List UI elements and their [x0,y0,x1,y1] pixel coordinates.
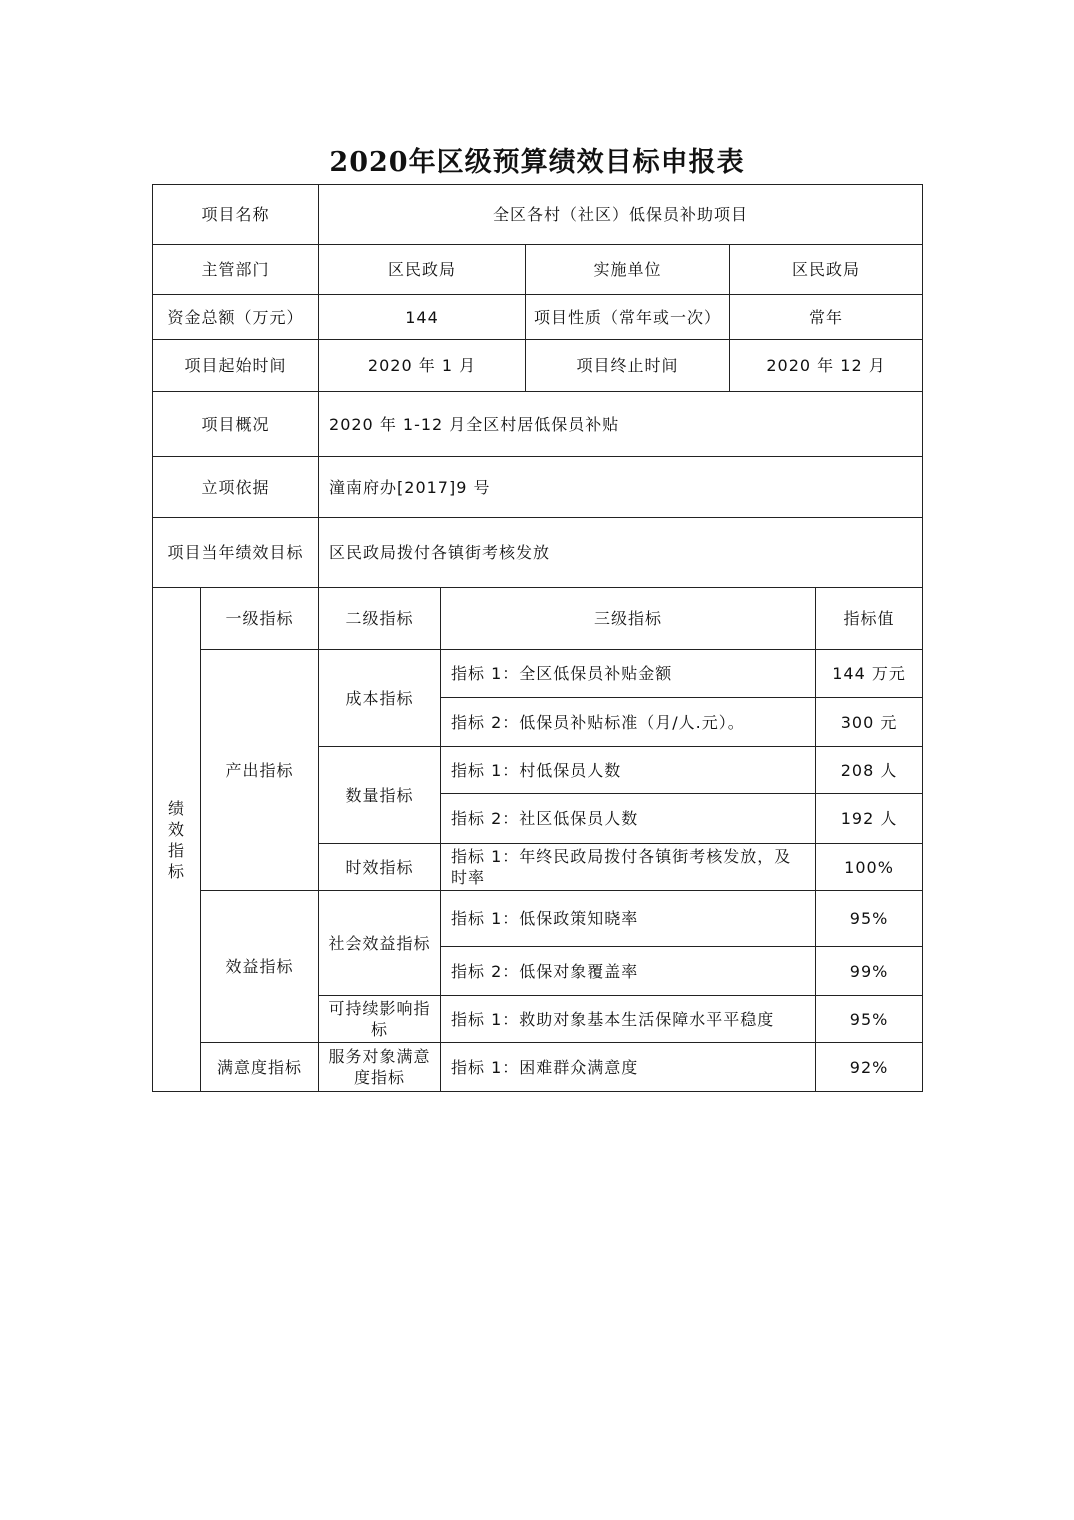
indicator-value: 100% [816,844,923,891]
overview-label: 项目概况 [153,392,319,457]
indicator-text: 指标 1：困难群众满意度 [441,1043,816,1092]
page-title: 2020年区级预算绩效目标申报表 [329,147,745,178]
start-label: 项目起始时间 [153,340,319,392]
fund-value: 144 [319,295,526,340]
satisfaction-indicator-label: 满意度指标 [201,1043,319,1092]
indicator-value: 95% [816,996,923,1043]
performance-form-table [152,184,923,1092]
start-value: 2020 年 1 月 [319,340,526,392]
end-label: 项目终止时间 [526,340,730,392]
indicator-text: 指标 1：救助对象基本生活保障水平平稳度 [441,996,816,1043]
goal-label: 项目当年绩效目标 [153,518,319,588]
indicator-value: 92% [816,1043,923,1092]
row-period [153,340,923,392]
indicator-text: 指标 1：村低保员人数 [441,747,816,794]
dept-label: 主管部门 [153,245,319,295]
row-fund [153,295,923,340]
indicator-text: 指标 2：低保对象覆盖率 [441,947,816,996]
project-name-label: 项目名称 [153,185,319,245]
row-indicator-headers [153,588,923,650]
indicator-text: 指标 2：社区低保员人数 [441,794,816,844]
social-benefit-label: 社会效益指标 [319,891,441,996]
dept-value: 区民政局 [319,245,526,295]
header-level1: 一级指标 [201,588,319,650]
row-department [153,245,923,295]
end-value: 2020 年 12 月 [730,340,923,392]
service-satisfaction-label: 服务对象满意度指标 [319,1043,441,1092]
indicator-text: 指标 1：低保政策知晓率 [441,891,816,947]
fund-label: 资金总额（万元） [153,295,319,340]
row-project-name [153,185,923,245]
basis-value: 潼南府办[2017]9 号 [319,457,923,518]
project-name-value: 全区各村（社区）低保员补助项目 [319,185,923,245]
indicators-group-text: 绩效指标 [168,798,186,881]
benefit-indicator-label: 效益指标 [201,891,319,1043]
cost-indicator-label: 成本指标 [319,650,441,747]
unit-value: 区民政局 [730,245,923,295]
indicator-value: 144 万元 [816,650,923,698]
header-level2: 二级指标 [319,588,441,650]
indicator-row [153,891,923,947]
indicator-row [153,1043,923,1092]
overview-value: 2020 年 1-12 月全区村居低保员补贴 [319,392,923,457]
indicator-value: 95% [816,891,923,947]
indicator-text: 指标 1：全区低保员补贴金额 [441,650,816,698]
basis-label: 立项依据 [153,457,319,518]
indicators-group-label [153,588,201,1092]
nature-value: 常年 [730,295,923,340]
header-level3: 三级指标 [441,588,816,650]
goal-value: 区民政局拨付各镇街考核发放 [319,518,923,588]
row-basis [153,457,923,518]
quantity-indicator-label: 数量指标 [319,747,441,844]
indicator-text: 指标 1：年终民政局拨付各镇街考核发放，及时率 [441,844,816,891]
timeliness-indicator-label: 时效指标 [319,844,441,891]
indicator-value: 300 元 [816,698,923,747]
header-value: 指标值 [816,588,923,650]
output-indicator-label: 产出指标 [201,650,319,891]
row-overview [153,392,923,457]
indicator-text: 指标 2：低保员补贴标准（月/人.元）。 [441,698,816,747]
sustain-indicator-label: 可持续影响指标 [319,996,441,1043]
indicator-value: 208 人 [816,747,923,794]
indicator-value: 99% [816,947,923,996]
row-goal [153,518,923,588]
unit-label: 实施单位 [526,245,730,295]
indicator-value: 192 人 [816,794,923,844]
nature-label: 项目性质（常年或一次） [526,295,730,340]
indicator-row [153,650,923,698]
